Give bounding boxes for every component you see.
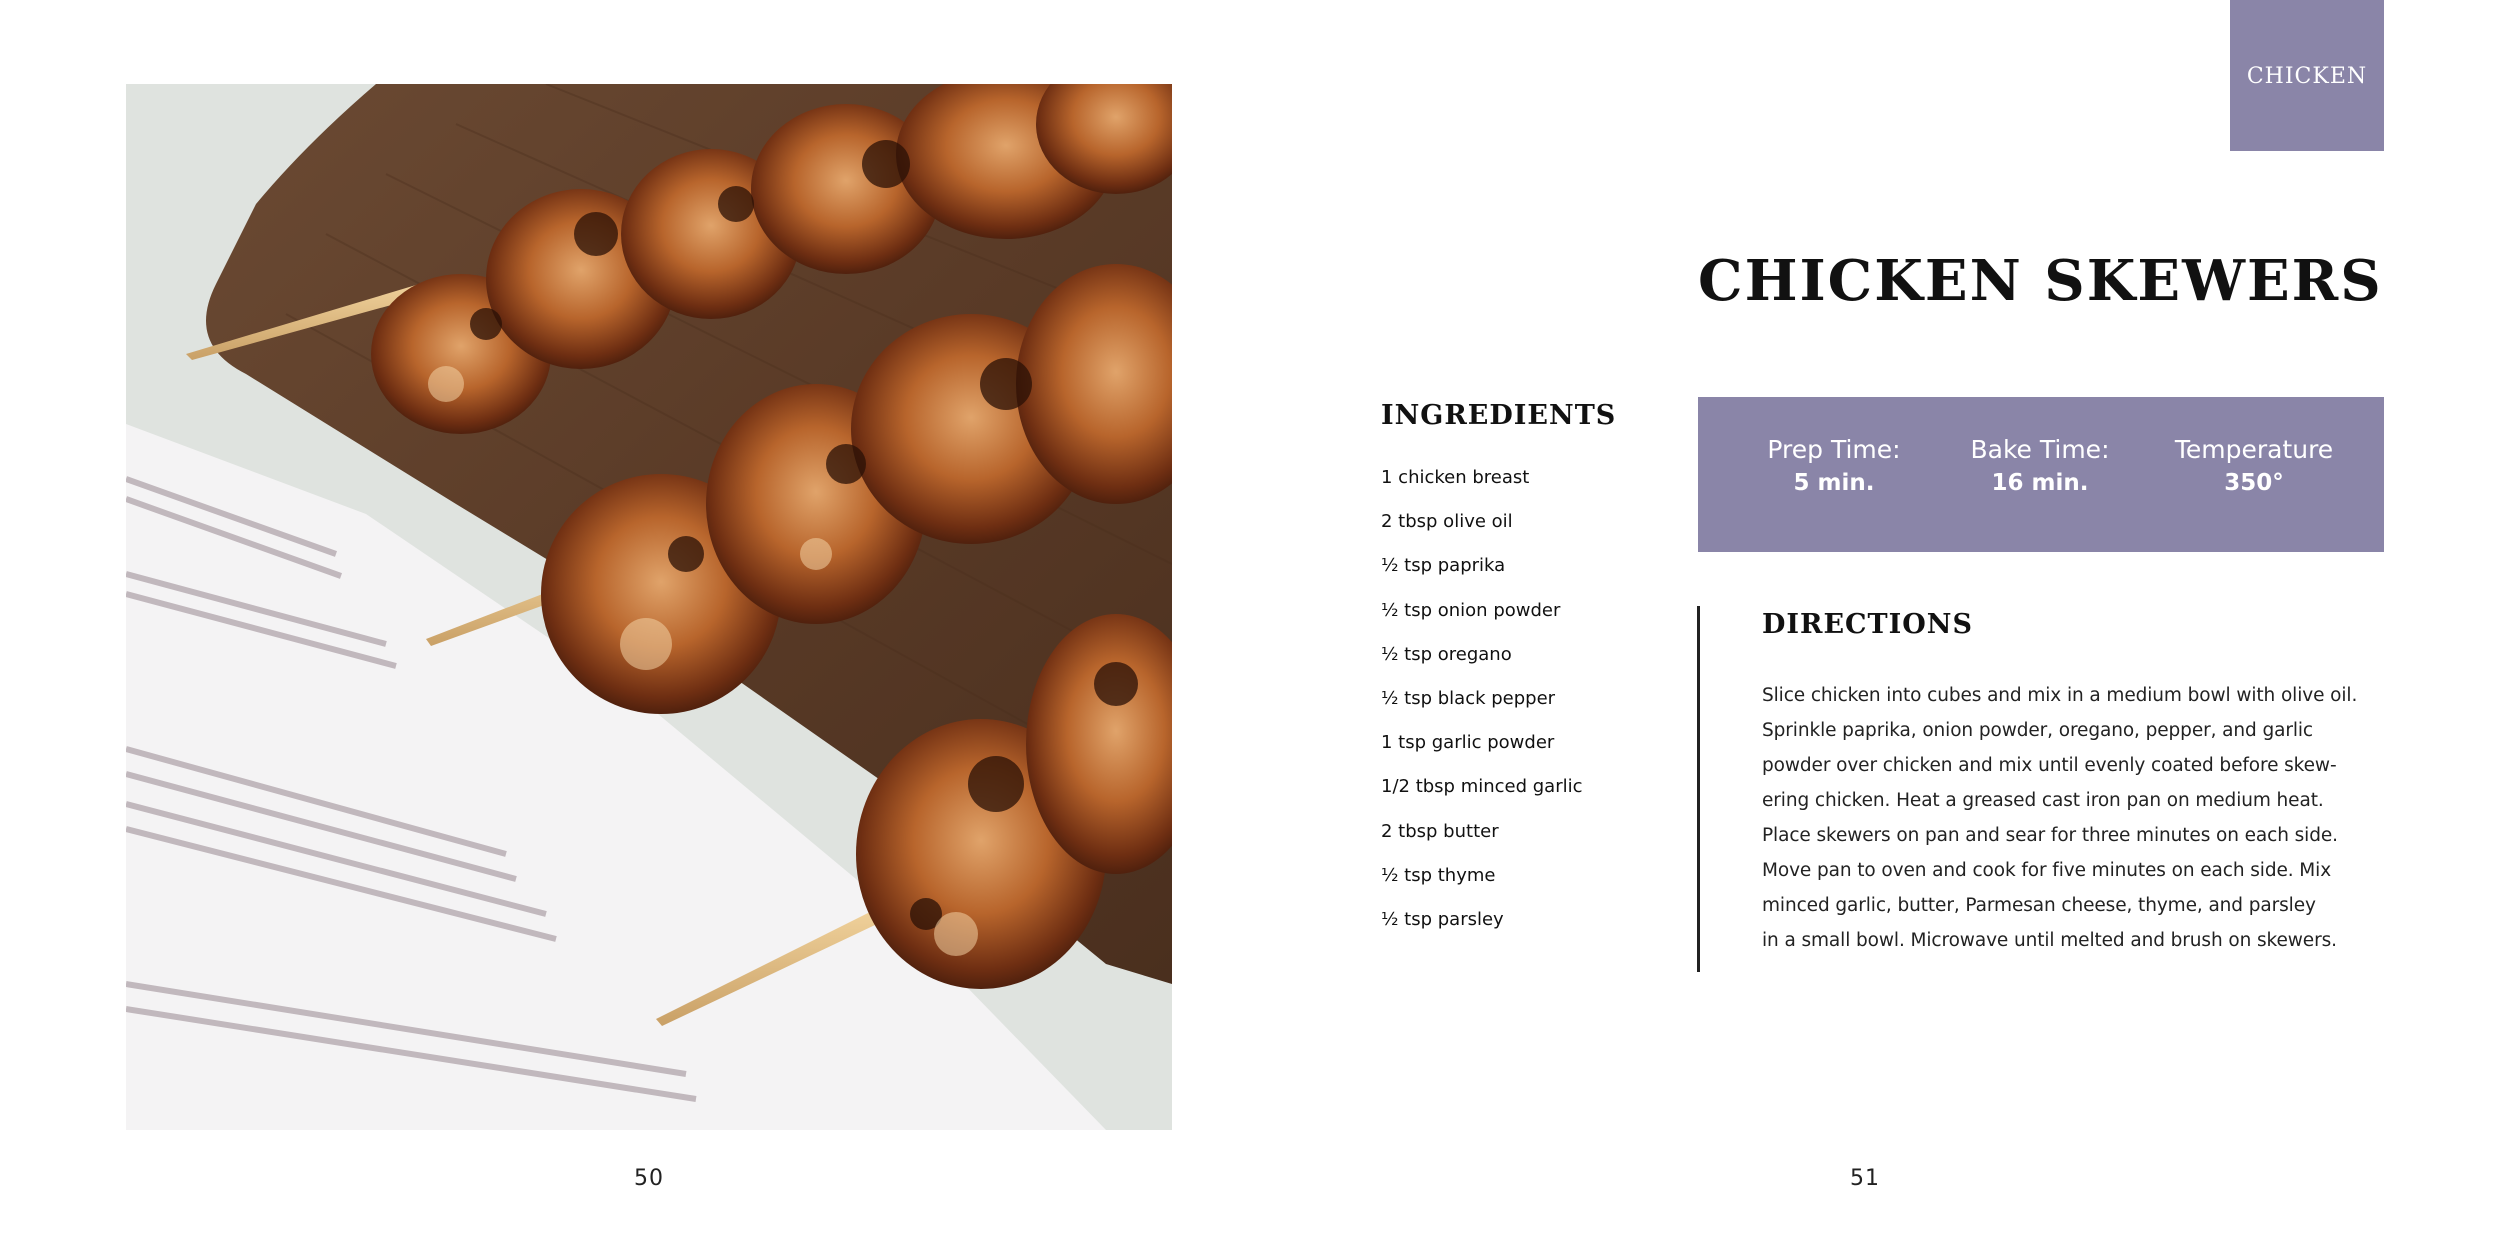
recipe-title: CHICKEN SKEWERS — [1698, 248, 2383, 314]
ingredients-heading: INGREDIENTS — [1381, 400, 1617, 431]
temperature-label: Temperature — [2174, 435, 2334, 464]
chapter-tab — [2230, 0, 2384, 151]
temperature-value: 350° — [2224, 470, 2284, 496]
ingredient-item: 1 chicken breast — [1381, 467, 1530, 488]
ingredient-item: ½ tsp oregano — [1381, 643, 1512, 665]
ingredient-item: ½ tsp onion powder — [1381, 599, 1561, 621]
ingredient-item: ½ tsp thyme — [1381, 864, 1496, 886]
chapter-tab-label: CHICKEN — [2246, 64, 2368, 89]
prep-time-value: 5 min. — [1793, 470, 1875, 496]
directions-line: minced garlic, butter, Parmesan cheese, thyme, and parsley — [1762, 895, 2316, 916]
prep-time — [1764, 435, 1904, 496]
directions-line: Slice chicken into cubes and mix in a medium bowl with olive oil. — [1762, 685, 2358, 706]
directions-line: Sprinkle paprika, onion powder, oregano, pepper, and garlic — [1762, 720, 2313, 741]
directions-heading: DIRECTIONS — [1762, 609, 1973, 640]
ingredient-item: ½ tsp paprika — [1381, 555, 1506, 577]
temperature — [2164, 435, 2344, 496]
directions-line: powder over chicken and mix until evenly coated before skew- — [1762, 755, 2337, 776]
ingredients-list — [1381, 468, 1583, 954]
directions-line: in a small bowl. Microwave until melted and brush on skewers. — [1762, 930, 2337, 951]
bake-time — [1970, 435, 2110, 496]
ingredient-item: 1 tsp garlic powder — [1381, 732, 1555, 754]
ingredient-item: 2 tbsp olive oil — [1381, 511, 1513, 533]
recipe-info-box — [1698, 397, 2384, 552]
page-number-right: 51 — [1850, 1166, 1880, 1191]
bake-time-label: Bake Time: — [1970, 435, 2110, 464]
directions-line: Place skewers on pan and sear for three minutes on each side. — [1762, 825, 2338, 846]
prep-time-label: Prep Time: — [1767, 435, 1901, 464]
ingredient-item: ½ tsp parsley — [1381, 908, 1504, 930]
directions-text — [1762, 678, 2392, 958]
directions-divider — [1697, 606, 1700, 972]
page-number-left: 50 — [634, 1166, 664, 1191]
ingredient-item: 2 tbsp butter — [1381, 820, 1499, 842]
directions-line: ering chicken. Heat a greased cast iron pan on medium heat. — [1762, 790, 2324, 811]
directions-line: Move pan to oven and cook for five minutes on each side. Mix — [1762, 860, 2332, 881]
bake-time-value: 16 min. — [1991, 470, 2089, 496]
chicken-skewers-image — [126, 84, 1172, 1130]
recipe-photo — [126, 84, 1172, 1130]
ingredient-item: ½ tsp black pepper — [1381, 687, 1556, 709]
ingredient-item: 1/2 tbsp minced garlic — [1381, 776, 1583, 798]
